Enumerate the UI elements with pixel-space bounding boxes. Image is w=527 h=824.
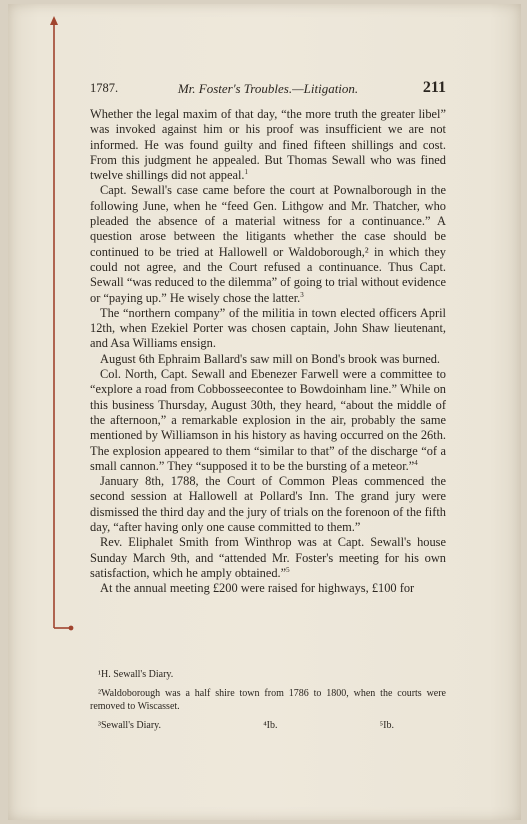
paragraph: August 6th Ephraim Ballard's saw mill on Bond's brook was burned. bbox=[100, 351, 441, 366]
paragraph: Col. North, Capt. Sewall and Ebenezer Farwell were a committee to “explore a road from Cobbosseecontee to Bowdoinham line.” While on this business Thursday, August 30th, they heard, “about the middle of the afternoon,” a remarkable explosion in the air, probably the same mentioned by Williamson in his history as having occurred on the 26th. The explosion appeared to them “similar to that” of the discharge “of a small cannon.” They “supposed it to be the bursting of a meteor.”$^4$ bbox=[90, 367, 446, 473]
footnote-3: ³Sewall's Diary. bbox=[98, 719, 162, 731]
body-text bbox=[90, 107, 446, 597]
paragraph: The “northern company” of the militia in town elected officers April 12th, when Ezekiel Porter was chosen captain, John Shaw lieutenant, and Asa Williams ensign. bbox=[90, 305, 446, 351]
margin-bracket-annotation bbox=[46, 14, 78, 634]
footnote-row bbox=[90, 719, 446, 733]
running-header bbox=[90, 79, 446, 101]
footnote-ref: 5 bbox=[286, 565, 290, 574]
footnote-1: ¹H. Sewall's Diary. bbox=[98, 669, 174, 680]
running-title: Mr. Foster's Troubles.—Litigation. bbox=[177, 81, 359, 96]
paragraph: At the annual meeting £200 were raised for highways, £100 for bbox=[100, 581, 415, 596]
footnote-ref: 1 bbox=[244, 168, 249, 177]
footnote-ref: 3 bbox=[300, 290, 304, 299]
footnote-4: ⁴Ib. bbox=[263, 719, 278, 731]
header-year: 1787. bbox=[90, 81, 119, 95]
footnote-2: ²Waldoborough was a half shire town from 1786 to 1800, when the courts were removed to Wiscasset. bbox=[90, 687, 446, 712]
page-number: 211 bbox=[422, 79, 446, 96]
book-page bbox=[8, 4, 521, 820]
footnote-5: ⁵Ib. bbox=[379, 719, 394, 731]
paragraph: Whether the legal maxim of that day, “the more truth the greater libel” was invoked against him or his proof was insufficient we are not informed. He was found guilty and fined fifteen shillings and cost. From this judgment he appealed. But Thomas Sewall who was fined twelve shillings did not appeal.$^1$ bbox=[90, 107, 446, 183]
paragraph: Capt. Sewall's case came before the court at Pownalborough in the following June, when he “feed Gen. Lithgow and Mr. Thatcher, who pleaded the absence of a material witness for a continuance.” A question arose between the litigants whether the case should be continued to be tried at Hallowell or Waldoborough,² in which they could not agree, and the Court refused a continuance. Thus Capt. Sewall “was reduced to the dilemma” of going to trial without evidence or “paying up.” He wisely chose the latter.$^3$ bbox=[90, 183, 446, 305]
paragraph: Rev. Eliphalet Smith from Winthrop was at Capt. Sewall's house Sunday March 9th, and “attended Mr. Foster's meeting for his own satisfaction, which he amply obtained.”$^5$ bbox=[90, 535, 446, 580]
footnote-ref: 4 bbox=[414, 458, 418, 467]
paragraph: January 8th, 1788, the Court of Common Pleas commenced the second session at Hallowell at Pollard's Inn. The grand jury were dismissed the third day and the jury of trials on the forenoon of the fifth day, “after having only one cause committed to them.” bbox=[90, 474, 446, 535]
footnotes bbox=[90, 668, 446, 732]
